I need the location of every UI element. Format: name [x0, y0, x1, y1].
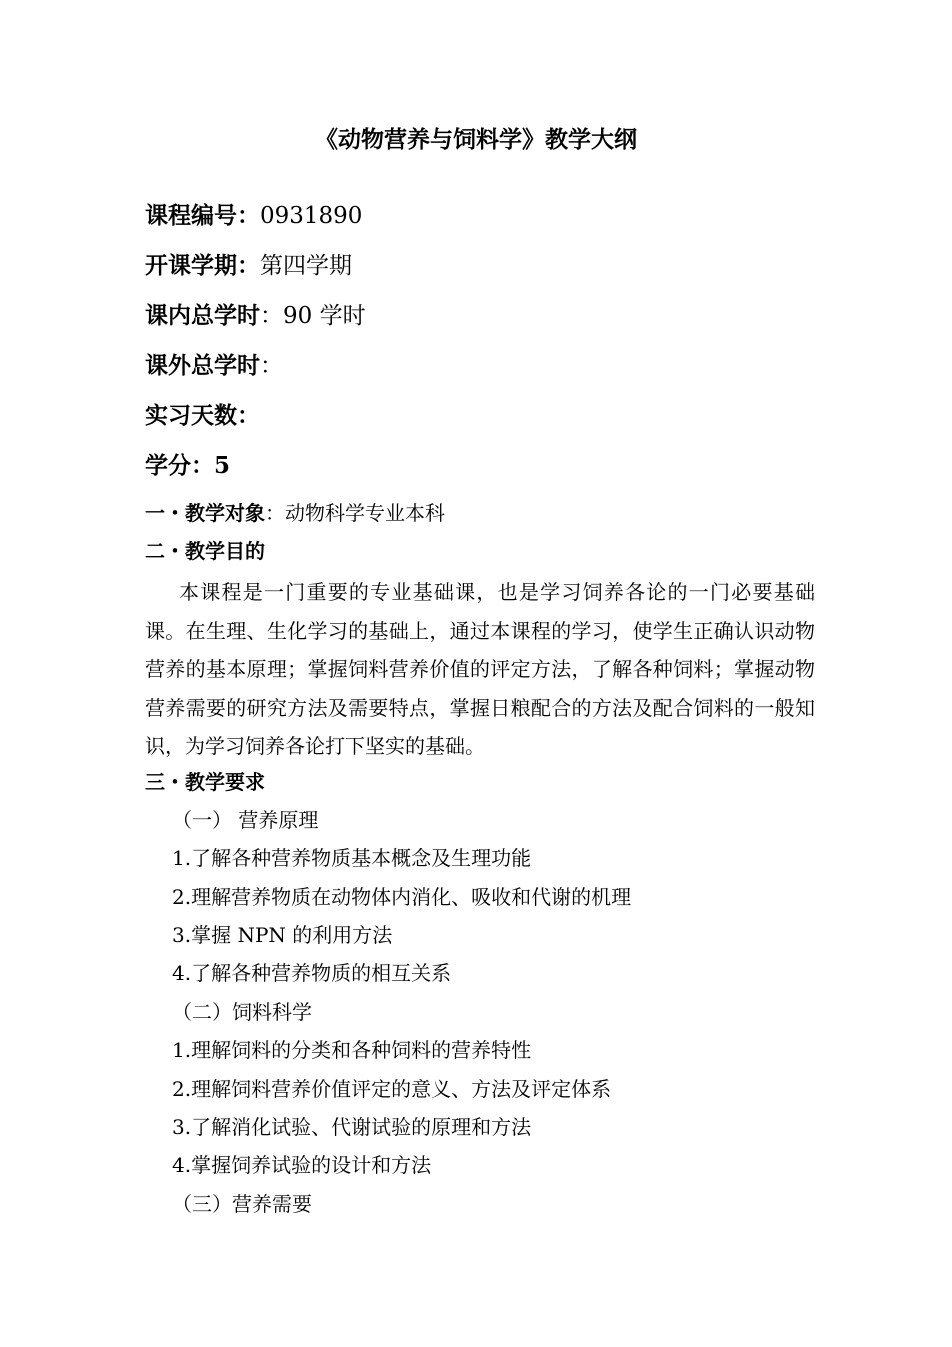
credits-label: 学分：5 [145, 452, 231, 479]
section1-heading: 一・教学对象 [145, 501, 265, 525]
document-title: 《动物营养与饲料学》教学大纲 [315, 126, 637, 153]
list-item: 2.理解营养物质在动物体内消化、吸收和代谢的机理 [172, 885, 632, 909]
section1-value: ：动物科学专业本科 [265, 501, 445, 525]
section2-heading: 二・教学目的 [145, 539, 265, 563]
list-item: 3.了解消化试验、代谢试验的原理和方法 [172, 1115, 532, 1139]
out-class-hours-value: ： [260, 353, 283, 379]
term [145, 248, 352, 284]
list-item: 4.掌握饲养试验的设计和方法 [172, 1153, 432, 1177]
term-value: 第四学期 [260, 253, 352, 279]
credits [145, 448, 230, 484]
section-teaching-purpose [145, 536, 265, 566]
teaching-purpose-paragraph: 本课程是一门重要的专业基础课，也是学习饲养各论的一门必要基础课。在生理、生化学习的基础上，通过本课程的学习，使学生正确认识动物营养的基本原理；掌握饲料营养价值的评定方法，了解各种饲料；掌握动物营养需要的研究方法及需要特点，掌握日粮配合的方法及配合饲料的一般知识，为学习饲养各论打下坚实的基础。 [145, 580, 815, 758]
course-number-label: 课程编号： [145, 202, 260, 229]
in-class-hours [145, 298, 366, 334]
list-item: 3.掌握 NPN 的利用方法 [172, 923, 393, 947]
list-item: 2.理解饲料营养价值评定的意义、方法及评定体系 [172, 1077, 612, 1101]
in-class-hours-value: ：90 学时 [260, 303, 366, 329]
course-number-value: 0931890 [260, 203, 363, 229]
subsection-feed-science: （二）饲料科学 [172, 1000, 312, 1024]
section-teaching-object [145, 498, 445, 528]
course-number [145, 198, 362, 234]
term-label: 开课学期： [145, 252, 260, 279]
list-item: 1.理解饲料的分类和各种饲料的营养特性 [172, 1038, 532, 1062]
section3-heading: 三・教学要求 [145, 770, 265, 794]
out-class-hours-label: 课外总学时 [145, 352, 260, 379]
section-teaching-requirements [145, 767, 265, 797]
list-item: 4.了解各种营养物质的相互关系 [172, 961, 452, 985]
practice-days [145, 398, 260, 434]
list-item: 1.了解各种营养物质基本概念及生理功能 [172, 846, 532, 870]
practice-days-label: 实习天数： [145, 402, 260, 429]
out-class-hours [145, 348, 283, 384]
subsection-nutrition-principles: （一） 营养原理 [172, 808, 319, 832]
in-class-hours-label: 课内总学时 [145, 302, 260, 329]
subsection-nutrient-requirements: （三）营养需要 [172, 1192, 312, 1216]
